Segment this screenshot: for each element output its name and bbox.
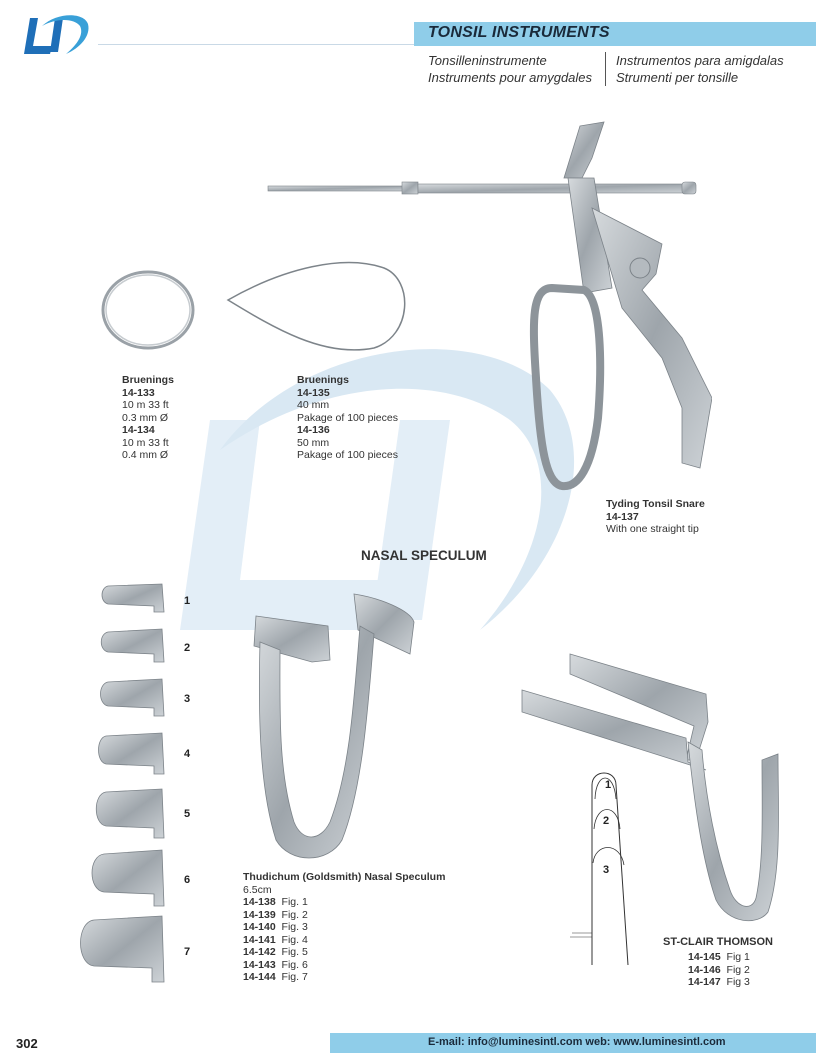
product-code: 14-134	[122, 424, 155, 436]
blade-fig-label: 1	[605, 779, 612, 791]
company-logo	[22, 12, 92, 58]
st-clair-thomson-title: ST-CLAIR THOMSON	[663, 936, 773, 948]
product-name: Tyding Tonsil Snare	[606, 498, 705, 510]
section-heading-nasal-speculum: NASAL SPECULUM	[361, 548, 487, 563]
footer-bar	[330, 1033, 816, 1053]
product-code: 14-143	[243, 958, 276, 971]
spec-line: 10 m 33 ft	[122, 399, 169, 411]
spec-line: Pakage of 100 pieces	[297, 449, 398, 461]
footer-contact[interactable]: E-mail: info@luminesintl.com web: www.luminesintl.com	[428, 1036, 726, 1048]
tip-label: 7	[184, 946, 191, 958]
product-name: Bruenings	[122, 374, 174, 386]
spec-line: Pakage of 100 pieces	[297, 411, 398, 424]
fig-ref: Fig 2	[726, 963, 750, 976]
spec-line: With one straight tip	[606, 523, 699, 535]
product-code: 14-142	[243, 946, 276, 958]
product-name: Bruenings	[297, 374, 349, 386]
product-code: 14-136	[297, 424, 330, 436]
page-title: TONSIL INSTRUMENTS	[428, 24, 610, 41]
product-code: 14-139	[243, 908, 276, 921]
spec-line: 6.5cm	[243, 883, 272, 896]
subtitle-divider	[605, 52, 606, 86]
product-code: 14-141	[243, 933, 276, 946]
spec-line: 0.4 mm Ø	[122, 449, 169, 461]
speculum-tip-1-image	[98, 582, 168, 616]
tip-label: 3	[184, 693, 191, 705]
product-code: 14-146	[688, 963, 721, 976]
fig-ref: Fig. 3	[281, 921, 308, 933]
thudichum-speculum-image	[250, 590, 420, 862]
spec-line: 0.3 mm Ø	[122, 411, 169, 424]
st-clair-thomson-caption	[688, 951, 750, 989]
tip-label: 6	[184, 874, 191, 886]
fig-ref: Fig. 4	[281, 933, 308, 946]
product-code: 14-138	[243, 896, 276, 908]
spec-line: 40 mm	[297, 399, 330, 411]
tip-label: 5	[184, 808, 191, 820]
tip-label: 2	[184, 642, 191, 654]
product-code: 14-144	[243, 971, 276, 983]
header-rule	[98, 44, 428, 45]
blade-fig-label: 3	[603, 864, 610, 876]
fig-ref: Fig 1	[726, 951, 750, 963]
st-clair-thomson-speculum-image	[516, 650, 782, 922]
tonsil-snare-image	[262, 118, 712, 498]
title-bar	[414, 22, 816, 46]
thudichum-caption	[243, 871, 445, 984]
subtitle-german: Tonsilleninstrumente	[428, 53, 547, 68]
fig-ref: Fig. 1	[281, 896, 308, 908]
fig-ref: Fig 3	[726, 976, 750, 988]
product-name: Thudichum (Goldsmith) Nasal Speculum	[243, 871, 446, 883]
fig-ref: Fig. 7	[281, 971, 308, 983]
spec-line: 50 mm	[297, 436, 330, 449]
tip-label: 4	[184, 748, 191, 760]
speculum-tip-3-image	[98, 676, 168, 720]
product-code: 14-147	[688, 976, 721, 988]
blade-fig-label: 2	[603, 815, 610, 827]
subtitle-spanish: Instrumentos para amigdalas	[616, 53, 784, 68]
bruenings-wire-ring-image	[98, 268, 202, 352]
bruenings-ring-caption	[122, 374, 174, 462]
product-code: 14-137	[606, 510, 639, 523]
product-code: 14-140	[243, 921, 276, 933]
speculum-tip-7-image	[78, 914, 168, 986]
fig-ref: Fig. 5	[281, 946, 308, 958]
subtitle-italian: Strumenti per tonsille	[616, 70, 739, 85]
spec-line: 10 m 33 ft	[122, 436, 169, 449]
product-code: 14-145	[688, 951, 721, 963]
speculum-tip-4-image	[96, 730, 168, 778]
product-code: 14-133	[122, 386, 155, 399]
fig-ref: Fig. 2	[281, 908, 308, 921]
tip-label: 1	[184, 595, 191, 607]
snare-caption	[606, 498, 705, 536]
speculum-tip-5-image	[94, 786, 168, 842]
speculum-tip-2-image	[98, 626, 168, 666]
fig-ref: Fig. 6	[281, 958, 308, 971]
speculum-tip-6-image	[90, 848, 168, 910]
subtitle-french: Instruments pour amygdales	[428, 70, 593, 85]
product-code: 14-135	[297, 386, 330, 399]
page-number: 302	[16, 1036, 38, 1051]
